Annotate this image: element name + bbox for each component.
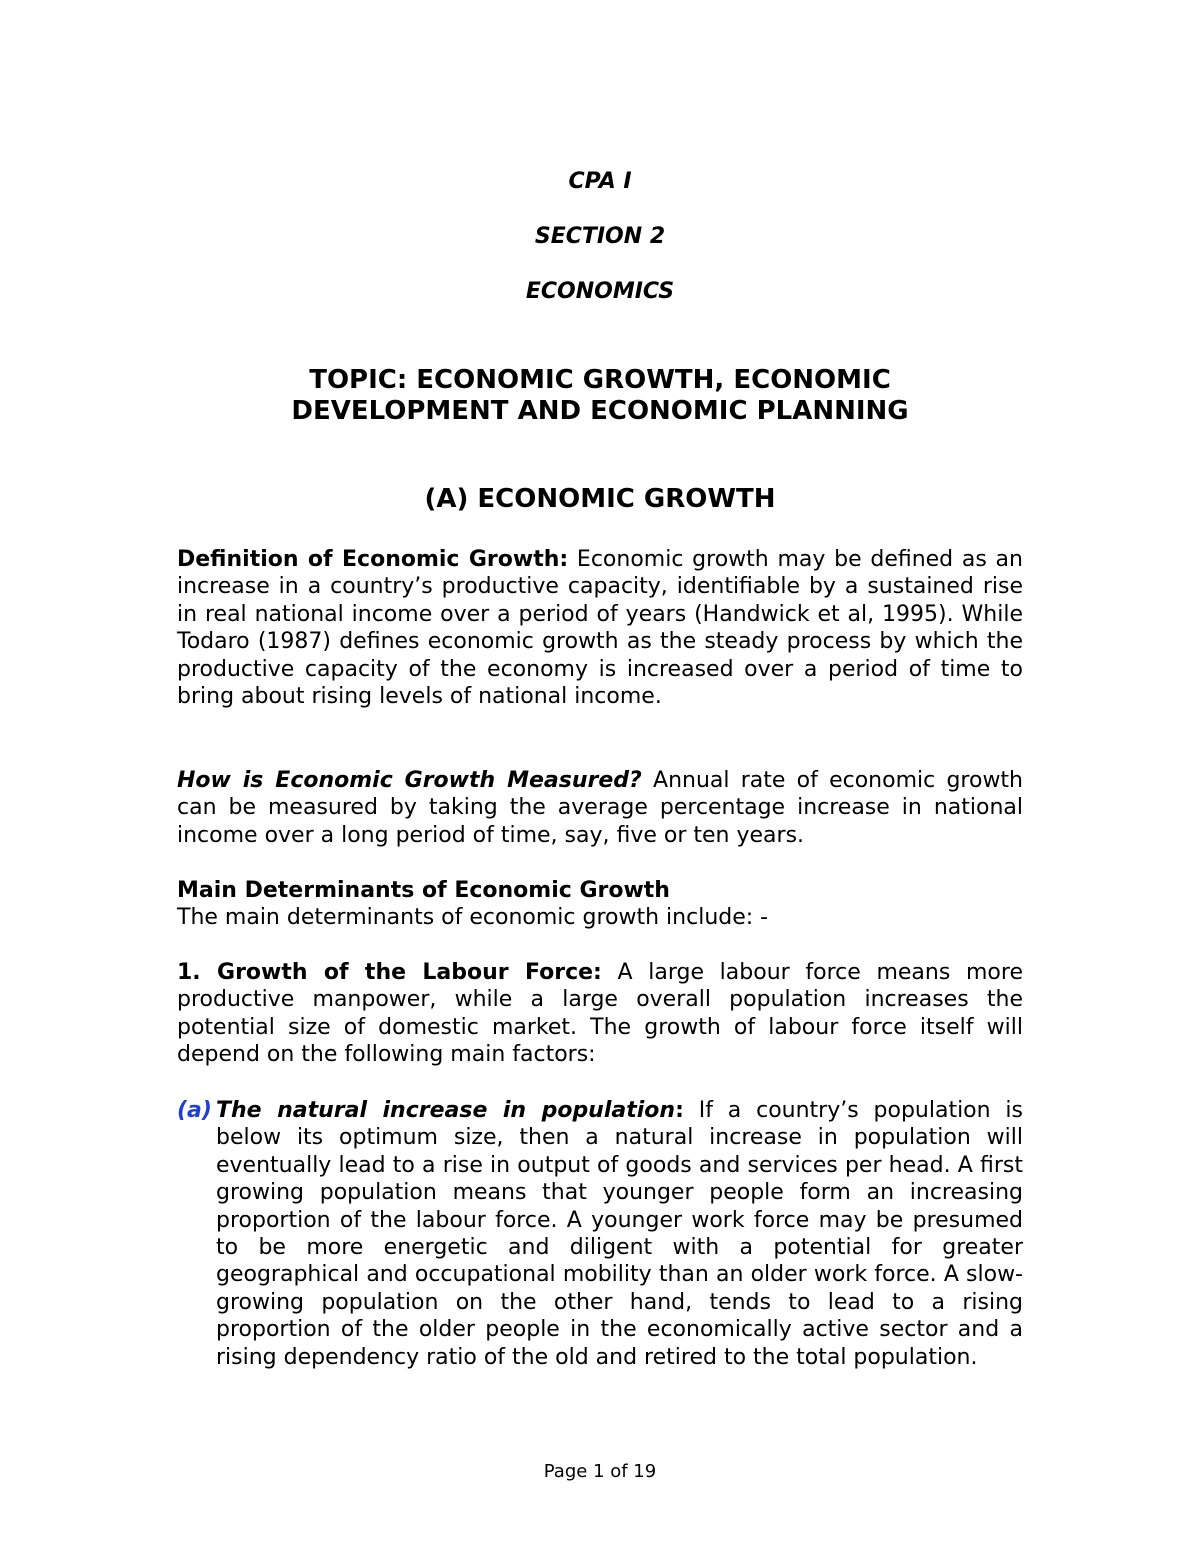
- definition-text: Economic growth may be defined as an increase in a country’s productive capacity, identifiable by a sustained rise in real national income over a period of years (Handwick et al, 1995). While Todaro (1987) defines economic growth as the steady process by which the productive capacity of the economy is increased over a period of time to bring about rising levels of national income.: [177, 547, 1023, 710]
- measured-paragraph: [177, 767, 1023, 849]
- header-subject: ECONOMICS: [525, 279, 675, 304]
- labour-force-text: A large labour force means more productive manpower, while a large overall population increases the potential size of domestic market. The growth of labour force itself will depend on the following main factors:: [177, 960, 1023, 1068]
- topic-title: [0, 365, 1200, 427]
- natural-increase-item: [177, 1097, 1023, 1371]
- header-course: CPA I: [568, 169, 632, 194]
- labour-force-paragraph: [177, 959, 1023, 1069]
- page-number: Page 1 of 19: [543, 1461, 657, 1482]
- measured-text: Annual rate of economic growth can be measured by taking the average percentage increase in national income over a long period of time, say, five or ten years.: [177, 768, 1024, 848]
- determinants-block: [177, 877, 1023, 932]
- topic-title-line1: TOPIC: ECONOMIC GROWTH, ECONOMIC: [309, 365, 891, 395]
- determinants-intro: The main determinants of economic growth include: -: [177, 905, 769, 931]
- natural-increase-colon: :: [675, 1098, 684, 1123]
- section-title: (A) ECONOMIC GROWTH: [424, 484, 776, 514]
- labour-force-heading: 1. Growth of the Labour Force:: [177, 960, 602, 985]
- measured-heading: How is Economic Growth Measured?: [177, 768, 642, 793]
- natural-increase-text: If a country’s population is below its optimum size, then a natural increase in population will eventually lead to a rise in output of goods and services per head. A first growing population means that younger people form an increasing proportion of the labour force. A younger work force may be presumed to be more energetic and diligent with a potential for greater geographical and occupational mobility than an older work force. A slow-growing population on the other hand, tends to lead to a rising proportion of the older people in the economically active sector and a rising dependency ratio of the old and retired to the total population.: [216, 1098, 1023, 1370]
- definition-paragraph: [177, 546, 1023, 710]
- natural-increase-paragraph: [216, 1097, 1023, 1371]
- natural-increase-heading: The natural increase in population: [216, 1098, 676, 1123]
- list-marker-a: (a): [177, 1098, 212, 1123]
- topic-title-line2: DEVELOPMENT AND ECONOMIC PLANNING: [291, 396, 909, 426]
- determinants-heading: Main Determinants of Economic Growth: [177, 878, 670, 903]
- header-section: SECTION 2: [534, 224, 666, 249]
- definition-heading: Definition of Economic Growth:: [177, 547, 569, 572]
